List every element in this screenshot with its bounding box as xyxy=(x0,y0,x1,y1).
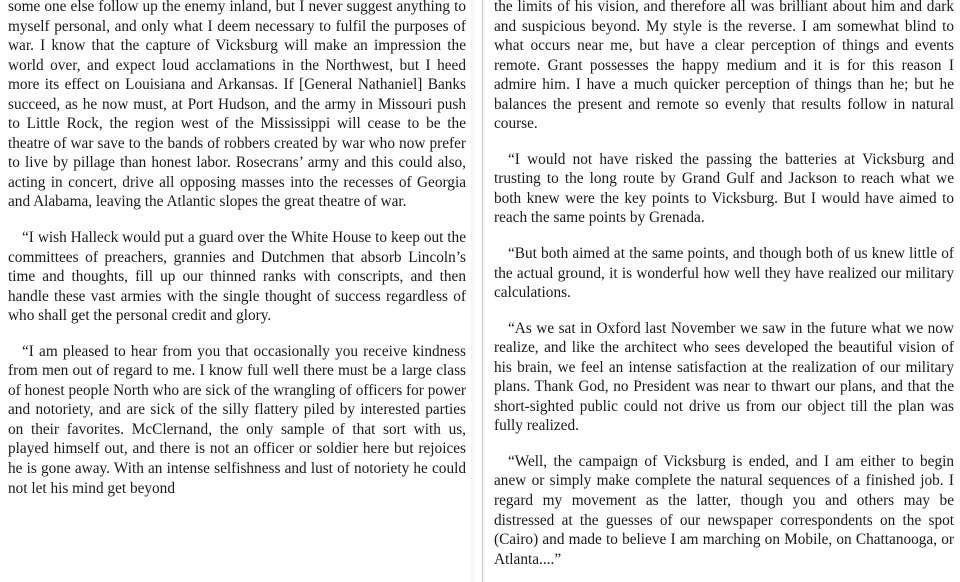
left-page xyxy=(0,0,470,582)
right-paragraph-2: “I would not have risked the passing the batteries at Vicksburg and trusting to the long route by Grand Gulf and Jackson to reach what we both knew were the key points to Vicksburg. But I would have aimed to reach the same points by Grenada. xyxy=(494,150,954,227)
left-paragraph-2: “I wish Halleck would put a guard over the White House to keep out the committees of preachers, grannies and Dutchmen that absorb Lincoln’s time and thoughts, fill up our thinned ranks with conscripts, and then handle these vast armies with the single thought of success regardless of who shall get the personal credit and glory. xyxy=(8,229,466,325)
right-paragraph-5: “Well, the campaign of Vicksburg is ended, and I am either to begin anew or simply make complete the natural sequences of a finished job. I regard my movement as the latter, though you and others may be distressed at the guesses of our newspaper correspondents on the spot (Cairo) and made to believe I am marching on Mobile, on Chattanooga, or Atlanta....” xyxy=(494,452,954,568)
left-paragraph-3: “I am pleased to hear from you that occasionally you receive kindness from men out of regard to me. I know full well there must be a large class of honest people North who are sick of the wrangling of officers for power and notoriety, and are sick of the silly flattery piled by interested parties on their favorites. McClernand, the only sample of that sort with us, played himself out, and there is not an officer or soldier here but rejoices he is gone away. With an intense selfishness and lust of notoriety he could not let his mind get beyond xyxy=(8,342,466,497)
left-paragraph-1: some one else follow up the enemy inland, but I never suggest anything to myself personal, and only what I deem necessary to fulfil the purposes of war. I know that the capture of Vicksburg will make an impression the world over, and expect loud acclamations in the Northwest, but I heed more its effect on Louisiana and Arkansas. If [General Nathaniel] Banks succeed, as he now must, at Port Hudson, and the army in Missouri push to Little Rock, the region west of the Mississippi will cease to be the theatre of war save to the bands of robbers created by war who now prefer to live by pillage than honest labor. Rosecrans’ army and this could also, acting in concert, drive all opposing masses into the recesses of Georgia and Alabama, leaving the Atlantic slopes the great theatre of war. xyxy=(8,0,466,211)
right-paragraph-3: “But both aimed at the same points, and though both of us knew little of the actual ground, it is wonderful how well they have realized our military calculations. xyxy=(494,245,954,302)
right-paragraph-4: “As we sat in Oxford last November we saw in the future what we now realize, and like the architect who sees developed the beautiful vision of his brain, we feel an intense satisfaction at the realization of our military plans. Thank God, no President was near to thwart our plans, and that the short-sighted public could not drive us from our object till the plan was fully realized. xyxy=(494,319,954,435)
right-paragraph-1: the limits of his vision, and therefore all was brilliant about him and dark and suspicious beyond. My style is the reverse. I am somewhat blind to what occurs near me, but have a clear perception of things and events remote. Grant possesses the happy medium and it is for this reason I admire him. I have a much quicker perception of things than he; but he balances the present and remote so evenly that results follow in natural course. xyxy=(494,0,954,133)
right-page xyxy=(486,0,960,582)
page-divider xyxy=(482,0,483,582)
